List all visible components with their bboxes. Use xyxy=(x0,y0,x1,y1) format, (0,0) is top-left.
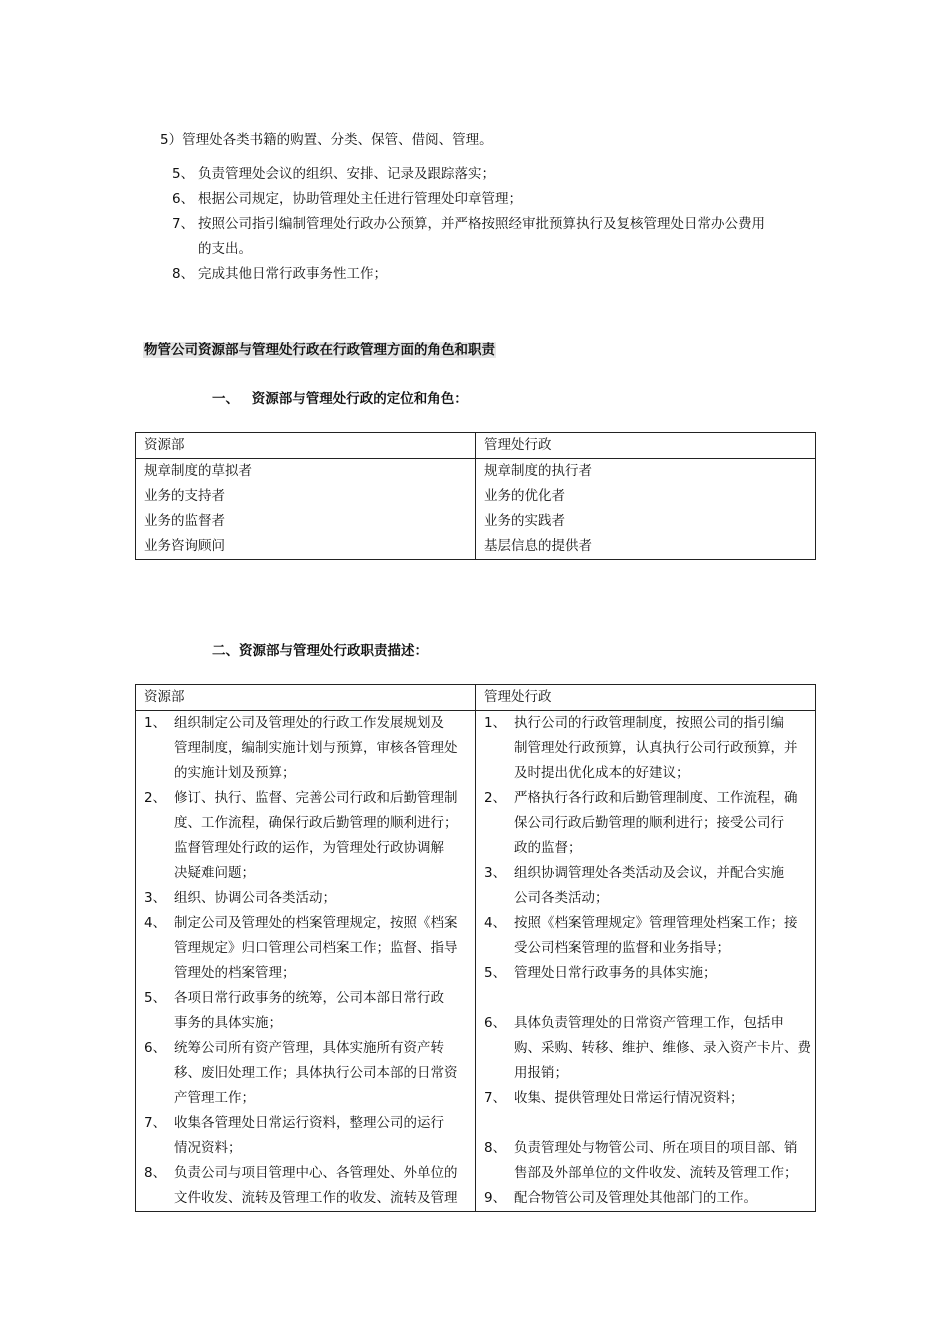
spacer xyxy=(484,1111,807,1136)
duty-item-number: 6、 xyxy=(144,1040,167,1056)
duty-item-line: 度、工作流程，确保行政后勤管理的顺利进行； xyxy=(174,815,458,831)
duty-item-line: 移、废旧处理工作；具体执行公司本部的日常资 xyxy=(174,1065,458,1081)
duty-item-line: 受公司档案管理的监督和业务指导； xyxy=(514,940,730,956)
duty-item-number: 2、 xyxy=(144,790,167,806)
duty-item xyxy=(484,1136,807,1186)
duty-item-number: 1、 xyxy=(144,715,167,731)
responsibilities-table xyxy=(135,684,816,1212)
heading-number: 一、 xyxy=(212,391,239,407)
duty-item-line: 负责管理处与物管公司、所在项目的项目部、销 xyxy=(514,1140,798,1156)
heading-responsibilities: 二、资源部与管理处行政职责描述： xyxy=(212,643,428,659)
duty-item-line: 严格执行各行政和后勤管理制度、工作流程，确 xyxy=(514,790,798,806)
duty-item-line: 情况资料； xyxy=(174,1140,242,1156)
duty-item xyxy=(144,1111,467,1161)
duty-item-line: 各项日常行政事务的统筹，公司本部日常行政 xyxy=(174,990,444,1006)
duty-item-line: 决疑难问题； xyxy=(174,865,255,881)
list-item-number: 7、 xyxy=(172,216,195,232)
list-item-number: 5、 xyxy=(172,166,195,182)
duty-item-line: 公司各类活动； xyxy=(514,890,609,906)
duty-item-line: 按照《档案管理规定》管理管理处档案工作；接 xyxy=(514,915,798,931)
duty-item-line: 事务的具体实施； xyxy=(174,1015,282,1031)
section-title-text: 物管公司资源部与管理处行政在行政管理方面的角色和职责 xyxy=(144,342,495,358)
duty-item-line: 购、采购、转移、维护、维修、录入资产卡片、费 xyxy=(514,1040,811,1056)
duty-item-number: 4、 xyxy=(144,915,167,931)
duty-item-line: 用报销； xyxy=(514,1065,568,1081)
duty-item-line: 管理规定》归口管理公司档案工作；监督、指导 xyxy=(174,940,458,956)
roles-table xyxy=(135,432,816,560)
duty-item xyxy=(484,1086,807,1111)
duty-item-line: 组织协调管理处各类活动及会议，并配合实施 xyxy=(514,865,784,881)
duty-item xyxy=(484,861,807,911)
duty-item xyxy=(484,961,807,986)
duty-item-number: 7、 xyxy=(484,1090,507,1106)
duty-item xyxy=(484,1011,811,1086)
duty-item xyxy=(144,986,467,1036)
duty-item-line: 修订、执行、监督、完善公司行政和后勤管理制 xyxy=(174,790,458,806)
duty-item xyxy=(144,711,467,786)
duty-item xyxy=(144,911,467,986)
duty-item-line: 监督管理处行政的运作，为管理处行政协调解 xyxy=(174,840,444,856)
table-row xyxy=(136,711,816,1212)
duty-item xyxy=(144,1036,467,1111)
duty-item-number: 3、 xyxy=(484,865,507,881)
duty-item-line: 文件收发、流转及管理工作的收发、流转及管理 xyxy=(174,1190,458,1206)
duty-item-line: 收集各管理处日常运行资料，整理公司的运行 xyxy=(174,1115,444,1131)
duty-item-number: 5、 xyxy=(484,965,507,981)
duty-item-number: 2、 xyxy=(484,790,507,806)
duty-item-line: 管理制度，编制实施计划与预算，审核各管理处 xyxy=(174,740,458,756)
duty-item-line: 保公司行政后勤管理的顺利进行；接受公司行 xyxy=(514,815,784,831)
column-header-resource-dept: 资源部 xyxy=(144,437,185,453)
duty-item-line: 负责公司与项目管理中心、各管理处、外单位的 xyxy=(174,1165,458,1181)
duty-item-line: 管理处日常行政事务的具体实施； xyxy=(514,965,717,981)
duty-item-line: 制定公司及管理处的档案管理规定，按照《档案 xyxy=(174,915,458,931)
duty-item xyxy=(484,1186,807,1211)
list-item-text-continued: 的支出。 xyxy=(198,241,252,257)
duty-item xyxy=(144,1161,467,1211)
duty-item-line: 组织制定公司及管理处的行政工作发展规划及 xyxy=(174,715,444,731)
table-cell: 业务的监督者 xyxy=(144,513,225,529)
duty-item-line: 售部及外部单位的文件收发、流转及管理工作； xyxy=(514,1165,798,1181)
duty-list xyxy=(484,711,811,1211)
duty-item xyxy=(484,711,807,786)
duty-item-line: 统筹公司所有资产管理，具体实施所有资产转 xyxy=(174,1040,444,1056)
section-title xyxy=(143,338,496,358)
admin-duties xyxy=(476,711,816,1212)
duty-item xyxy=(144,886,467,911)
duty-item-line: 具体负责管理处的日常资产管理工作，包括申 xyxy=(514,1015,784,1031)
duty-item-number: 3、 xyxy=(144,890,167,906)
duty-item-line: 收集、提供管理处日常运行情况资料； xyxy=(514,1090,744,1106)
column-header-admin: 管理处行政 xyxy=(484,689,552,705)
duty-item-line: 及时提出优化成本的好建议； xyxy=(514,765,690,781)
duty-item-number: 6、 xyxy=(484,1015,507,1031)
duty-item-number: 1、 xyxy=(484,715,507,731)
table-header-row xyxy=(136,433,816,459)
duty-item-number: 5、 xyxy=(144,990,167,1006)
table-cell: 业务的支持者 xyxy=(144,488,225,504)
duty-item-number: 8、 xyxy=(484,1140,507,1156)
duty-item-line: 管理处的档案管理； xyxy=(174,965,296,981)
duty-item-number: 4、 xyxy=(484,915,507,931)
list-item-text: 完成其他日常行政事务性工作； xyxy=(198,266,387,282)
duty-item-line: 配合物管公司及管理处其他部门的工作。 xyxy=(514,1190,757,1206)
list-item-number: 8、 xyxy=(172,266,195,282)
duty-item xyxy=(484,786,807,861)
spacer xyxy=(484,986,807,1011)
duty-item-line: 组织、协调公司各类活动； xyxy=(174,890,336,906)
duty-item-line: 政的监督； xyxy=(514,840,582,856)
table-cell: 业务咨询顾问 xyxy=(144,538,225,554)
list-item-text: 负责管理处会议的组织、安排、记录及跟踪落实； xyxy=(198,166,495,182)
list-item-number: 6、 xyxy=(172,191,195,207)
table-cell: 业务的实践者 xyxy=(484,513,565,529)
table-cell: 规章制度的执行者 xyxy=(484,463,592,479)
duty-list xyxy=(144,711,467,1211)
heading-positioning xyxy=(212,387,468,407)
duty-item-line: 制管理处行政预算，认真执行公司行政预算，并 xyxy=(514,740,798,756)
table-cell: 规章制度的草拟者 xyxy=(144,463,252,479)
table-cell: 基层信息的提供者 xyxy=(484,538,592,554)
table-header-row xyxy=(136,685,816,711)
table-row xyxy=(136,459,816,560)
duty-item-number: 8、 xyxy=(144,1165,167,1181)
resource-dept-duties xyxy=(136,711,476,1212)
duty-item-line: 执行公司的行政管理制度，按照公司的指引编 xyxy=(514,715,784,731)
duty-item-line: 产管理工作； xyxy=(174,1090,255,1106)
heading-text: 资源部与管理处行政的定位和角色： xyxy=(251,391,468,407)
list-item-text: 按照公司指引编制管理处行政办公预算，并严格按照经审批预算执行及复核管理处日常办公费用 xyxy=(198,216,765,232)
duty-item xyxy=(144,786,467,886)
duty-item-number: 7、 xyxy=(144,1115,167,1131)
list-item-text: 根据公司规定，协助管理处主任进行管理处印章管理； xyxy=(198,191,522,207)
list-item-paren-5: 5）管理处各类书籍的购置、分类、保管、借阅、管理。 xyxy=(160,132,493,148)
duty-item xyxy=(484,911,807,961)
duty-item-line: 的实施计划及预算； xyxy=(174,765,296,781)
table-cell: 业务的优化者 xyxy=(484,488,565,504)
column-header-resource-dept: 资源部 xyxy=(144,689,185,705)
duty-item-number: 9、 xyxy=(484,1190,507,1206)
column-header-admin: 管理处行政 xyxy=(484,437,552,453)
